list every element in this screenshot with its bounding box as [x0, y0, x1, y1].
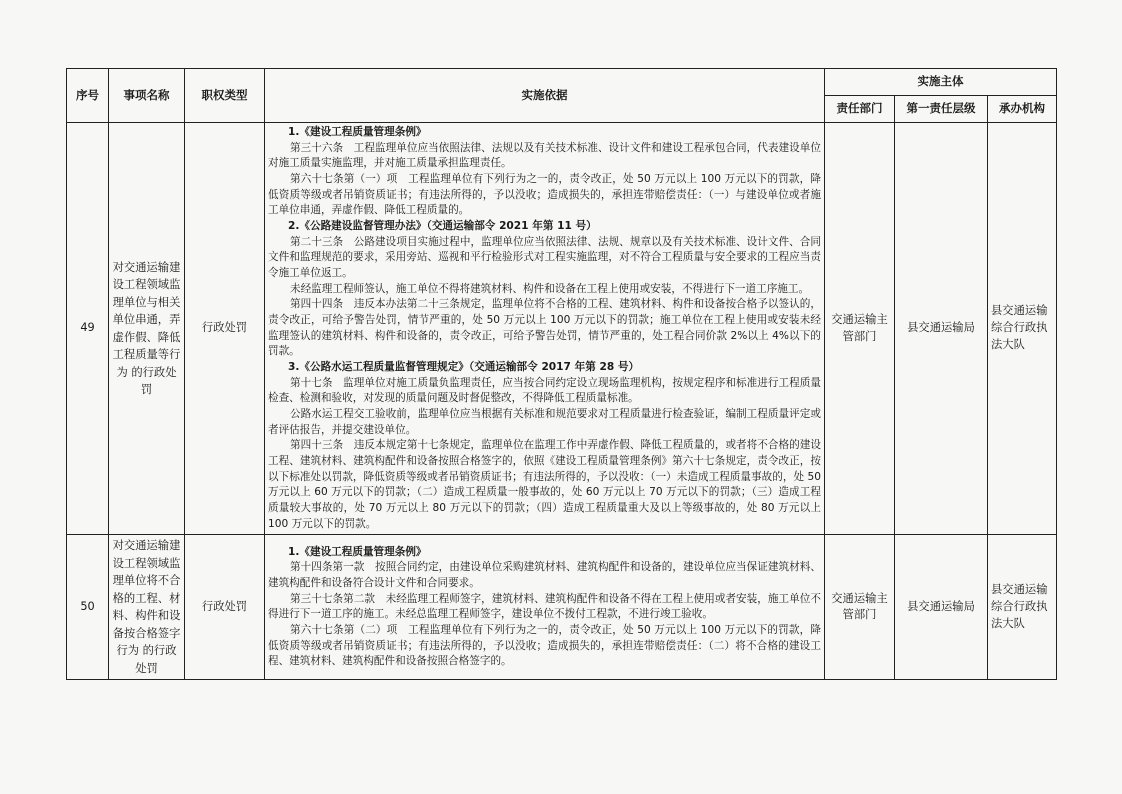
basis-paragraph: 第二十三条 公路建设项目实施过程中，监理单位应当依照法律、法规、规章以及有关技术标准、设计文件、合同文件和监理规范的要求，采用旁站、巡视和平行检验形式对工程实施监理，对不符合工程质量与安全要求的工程应当责令施工单位返工。: [268, 235, 821, 280]
authority-table: [66, 68, 1057, 680]
basis-paragraph: 第四十四条 违反本办法第二十三条规定，监理单位将不合格的工程、建筑材料、构件和设备按合格予以签认的，责令改正，可给予警告处罚，情节严重的，处 50 万元以上 100 万元以下的罚款；施工单位在工程上使用或安装未经监理签认的建筑材料、构件和设备的，责令改正，可给予警告处罚，情节严重的，处工程合同价款 2%以上 4%以下的罚款。: [268, 298, 821, 358]
basis-law-title: 1.《建设工程质量管理条例》: [288, 126, 427, 138]
row-seq: 49: [67, 123, 109, 535]
header-item: 事项名称: [109, 69, 185, 123]
header-type: 职权类型: [185, 69, 265, 123]
table-row: [67, 123, 1057, 535]
header-seq: 序号: [67, 69, 109, 123]
row-item-name: 对交通运输建设工程领域监理单位将不合格的工程、材料、构件和设备按合格签字行为 的行政处罚: [109, 535, 185, 680]
basis-law-title: 3.《公路水运工程质量监督管理规定》（交通运输部令 2017 年第 28 号）: [288, 361, 640, 374]
row-seq: 50: [67, 535, 109, 680]
header-row: [67, 69, 1057, 96]
basis-paragraph: 第四十三条 违反本规定第十七条规定，监理单位在监理工作中弄虚作假、降低工程质量的，或者将不合格的建设工程、建筑材料、建筑构配件和设备按照合格签字的，依照《建设工程质量管理条例》第六十七条规定，责令改正，按以下标准处以罚款，降低资质等级或者吊销资质证书；有违法所得的，予以没收：（一）未造成工程质量事故的，处 50 万元以上 60 万元以下的罚款；（二）造成工程质量一般事故的，处 60 万元以上 70 万元以下的罚款；（三）造成工程质量较大事故的，处 70 万元以上 80 万元以下的罚款；（四）造成工程质量重大及以上等级事故的，处 80 万元以上 100 万元以下的罚款。: [268, 439, 821, 530]
row-type: 行政处罚: [185, 123, 265, 535]
row-resp-dept: 交通运输主管部门: [825, 123, 895, 535]
basis-paragraph: 第三十六条 工程监理单位应当依照法律、法规以及有关技术标准、设计文件和建设工程承包合同，代表建设单位对施工质量实施监理，并对施工质量承担监理责任。: [268, 141, 821, 170]
basis-paragraph: 公路水运工程交工验收前，监理单位应当根据有关标准和规范要求对工程质量进行检查验证，编制工程质量评定或者评估报告，并提交建设单位。: [268, 408, 821, 436]
row-type: 行政处罚: [185, 535, 265, 680]
basis-paragraph: 未经监理工程师签认，施工单位不得将建筑材料、构件和设备在工程上使用或安装，不得进行下一道工序施工。: [290, 282, 810, 295]
header-subject: 实施主体: [825, 69, 1057, 96]
basis-paragraph: 第三十七条第二款 未经监理工程师签字，建筑材料、建筑构配件和设备不得在工程上使用或者安装，施工单位不得进行下一道工序的施工。未经总监理工程师签字，建设单位不拨付工程款，不进行竣工验收。: [268, 592, 821, 621]
header-agency: 承办机构: [988, 96, 1057, 123]
row-item-name: 对交通运输建设工程领域监理单位与相关单位串通，弄虚作假、降低工程质量等行为 的行政处罚: [109, 123, 185, 535]
basis-paragraph: 第十四条第一款 按照合同约定，由建设单位采购建筑材料、建筑构配件和设备的，建设单位应当保证建筑材料、建筑构配件和设备符合设计文件和合同要求。: [268, 561, 821, 590]
table-row: [67, 535, 1057, 680]
row-basis: [265, 123, 825, 535]
row-basis: [265, 535, 825, 680]
basis-law-title: 2.《公路建设监督管理办法》（交通运输部令 2021 年第 11 号）: [288, 220, 597, 233]
row-agency: 县交通运输综合行政执法大队: [988, 535, 1057, 680]
row-resp-dept: 交通运输主管部门: [825, 535, 895, 680]
row-first-level: 县交通运输局: [895, 123, 988, 535]
row-agency: 县交通运输综合行政执法大队: [988, 123, 1057, 535]
basis-paragraph: 第六十七条第（一）项 工程监理单位有下列行为之一的，责令改正，处 50 万元以上 100 万元以下的罚款，降低资质等级或者吊销资质证书；有违法所得的，予以没收；造成损失的，承担连带赔偿责任：（一）与建设单位或者施工单位串通，弄虚作假、降低工程质量的。: [268, 173, 821, 217]
row-first-level: 县交通运输局: [895, 535, 988, 680]
header-basis: 实施依据: [265, 69, 825, 123]
basis-paragraph: 第六十七条第（二）项 工程监理单位有下列行为之一的，责令改正，处 50 万元以上 100 万元以下的罚款，降低资质等级或者吊销资质证书；有违法所得的，予以没收；造成损失的，承担连带赔偿责任：（二）将不合格的建设工程、建筑材料、建筑构配件和设备按照合格签字的。: [268, 624, 821, 668]
header-first-level: 第一责任层级: [895, 96, 988, 123]
header-resp-dept: 责任部门: [825, 96, 895, 123]
basis-paragraph: 第十七条 监理单位对施工质量负监理责任，应当按合同约定设立现场监理机构，按规定程序和标准进行工程质量检查、检测和验收，对发现的质量问题及时督促整改，不得降低工程质量标准。: [268, 376, 821, 405]
basis-law-title: 1.《建设工程质量管理条例》: [288, 545, 427, 558]
